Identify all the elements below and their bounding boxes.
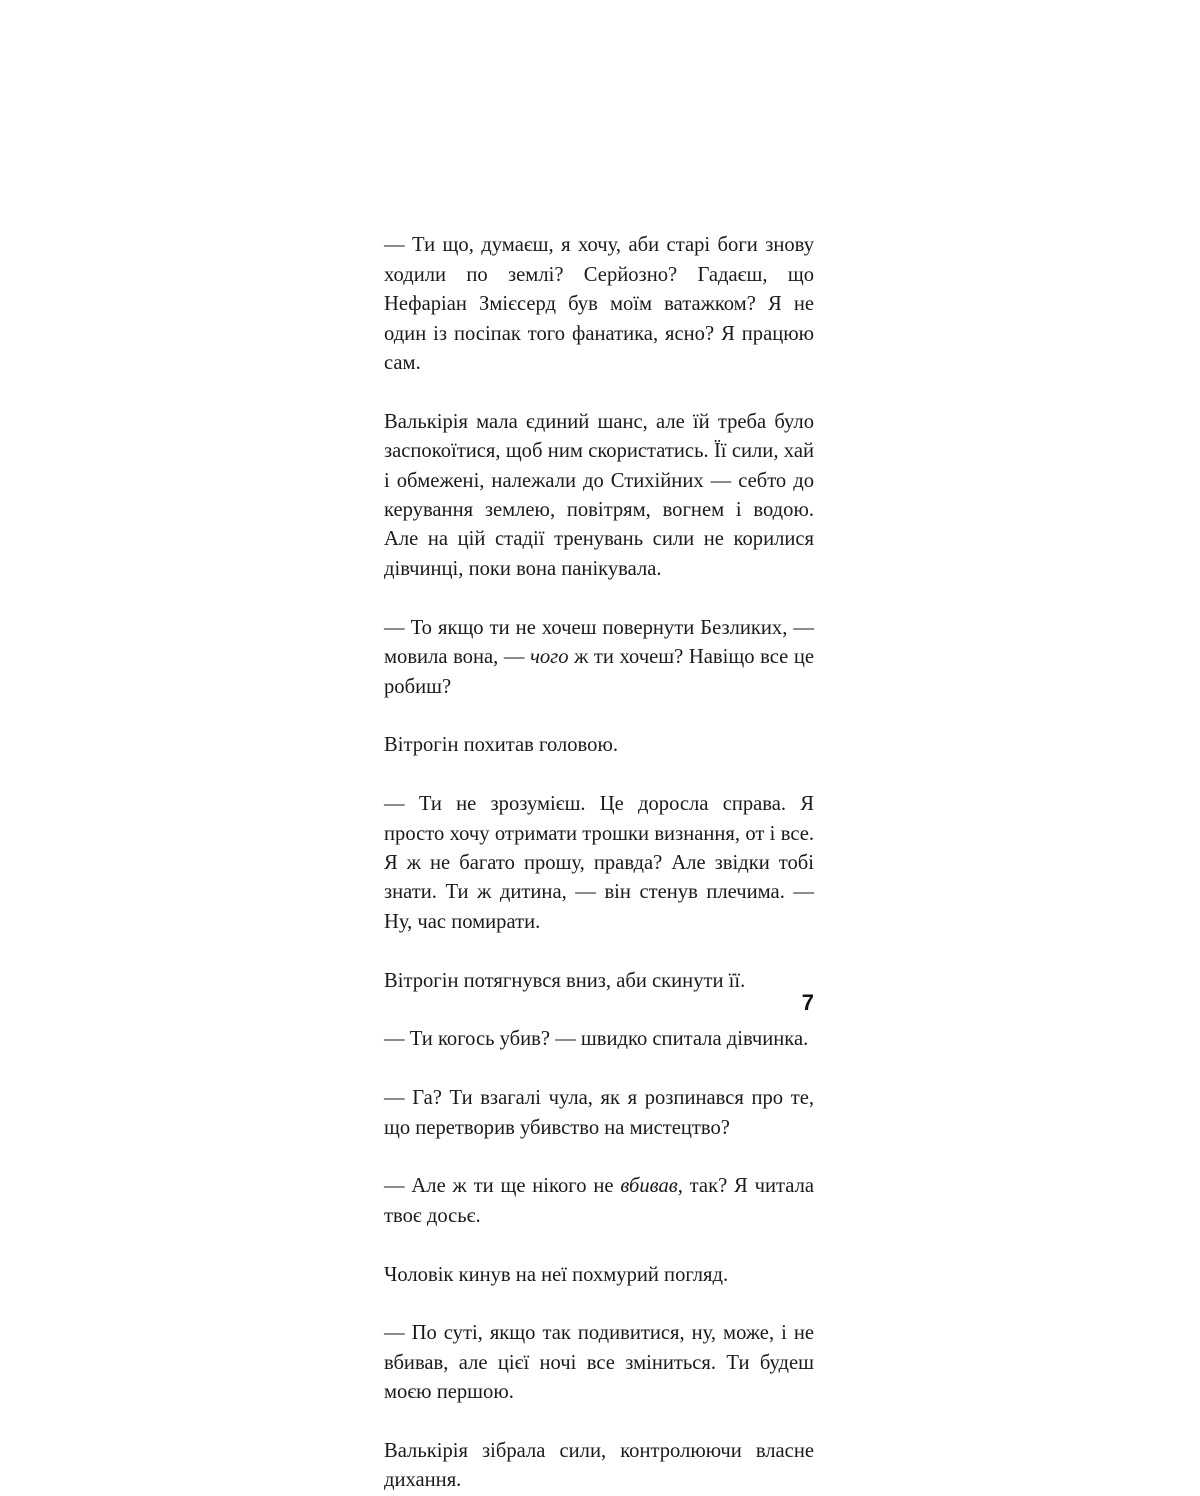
paragraph	[384, 1290, 814, 1408]
paragraph-text: Валькірія мала єдиний шанс, але їй треба було заспокоїтися, щоб ним скористатись. Її сили, хай і обмежені, належали до Стихійних — себто до керування землею, повітрям, вогнем і водою. Але на цій стадії тренувань сили не корилися дівчинці, поки вона панікувала.	[384, 410, 814, 580]
paragraph	[384, 1055, 814, 1143]
italic-word: чого	[530, 646, 569, 669]
paragraph-text: — Ти що, думаєш, я хочу, аби старі боги знову ходили по землі? Серйозно? Гадаєш, що Нефаріан Змієсерд був моїм ватажком? Я не один із посіпак того фанатика, ясно? Я працюю сам.	[384, 234, 814, 375]
paragraph-text: — Га? Ти взагалі чула, як я розпинався про те, що перетворив убивство на мистецтво?	[384, 1087, 814, 1139]
paragraph-text: Вітрогін похитав головою.	[384, 734, 618, 757]
paragraph-text: ж ти хочеш? Навіщо все це робиш?	[384, 646, 814, 698]
paragraph	[384, 937, 814, 996]
paragraph-text: Валькірія зібрала сили, контролюючи власне дихання.	[384, 1440, 814, 1492]
italic-word: вбивав	[620, 1175, 678, 1198]
paragraph	[384, 378, 814, 584]
paragraph	[384, 702, 814, 761]
paragraph	[384, 1231, 814, 1290]
paragraph-text: , так? Я читала твоє досьє.	[384, 1175, 814, 1227]
paragraph	[384, 1143, 814, 1231]
paragraph-text: — Ти когось убив? — швидко спитала дівчинка.	[384, 1028, 809, 1051]
paragraph-text: Чоловік кинув на неї похмурий погляд.	[384, 1263, 729, 1286]
paragraph	[384, 761, 814, 937]
paragraph	[384, 584, 814, 702]
paragraph	[384, 202, 814, 378]
paragraph-text: — То якщо ти не хочеш повернути Безликих, — мовила вона, —	[384, 616, 814, 669]
page-number: 7	[801, 990, 814, 1015]
paragraph	[384, 1408, 814, 1496]
page-text	[384, 202, 814, 1496]
paragraph-text: Вітрогін потягнувся вниз, аби скинути її.	[384, 969, 746, 992]
paragraph	[384, 996, 814, 1055]
paragraph-text: — Але ж ти ще нікого не	[384, 1175, 621, 1198]
paragraph-text: — По суті, якщо так подивитися, ну, може, і не вбивав, але цієї ночі все зміниться. Ти будеш моєю першою.	[384, 1322, 814, 1404]
paragraph-text: — Ти не зрозумієш. Це доросла справа. Я просто хочу отримати трошки визнання, от і все. Я ж не багато прошу, правда? Але звідки тобі знати. Ти ж дитина, — він стенув плечима. — Ну, час помирати.	[384, 793, 814, 933]
